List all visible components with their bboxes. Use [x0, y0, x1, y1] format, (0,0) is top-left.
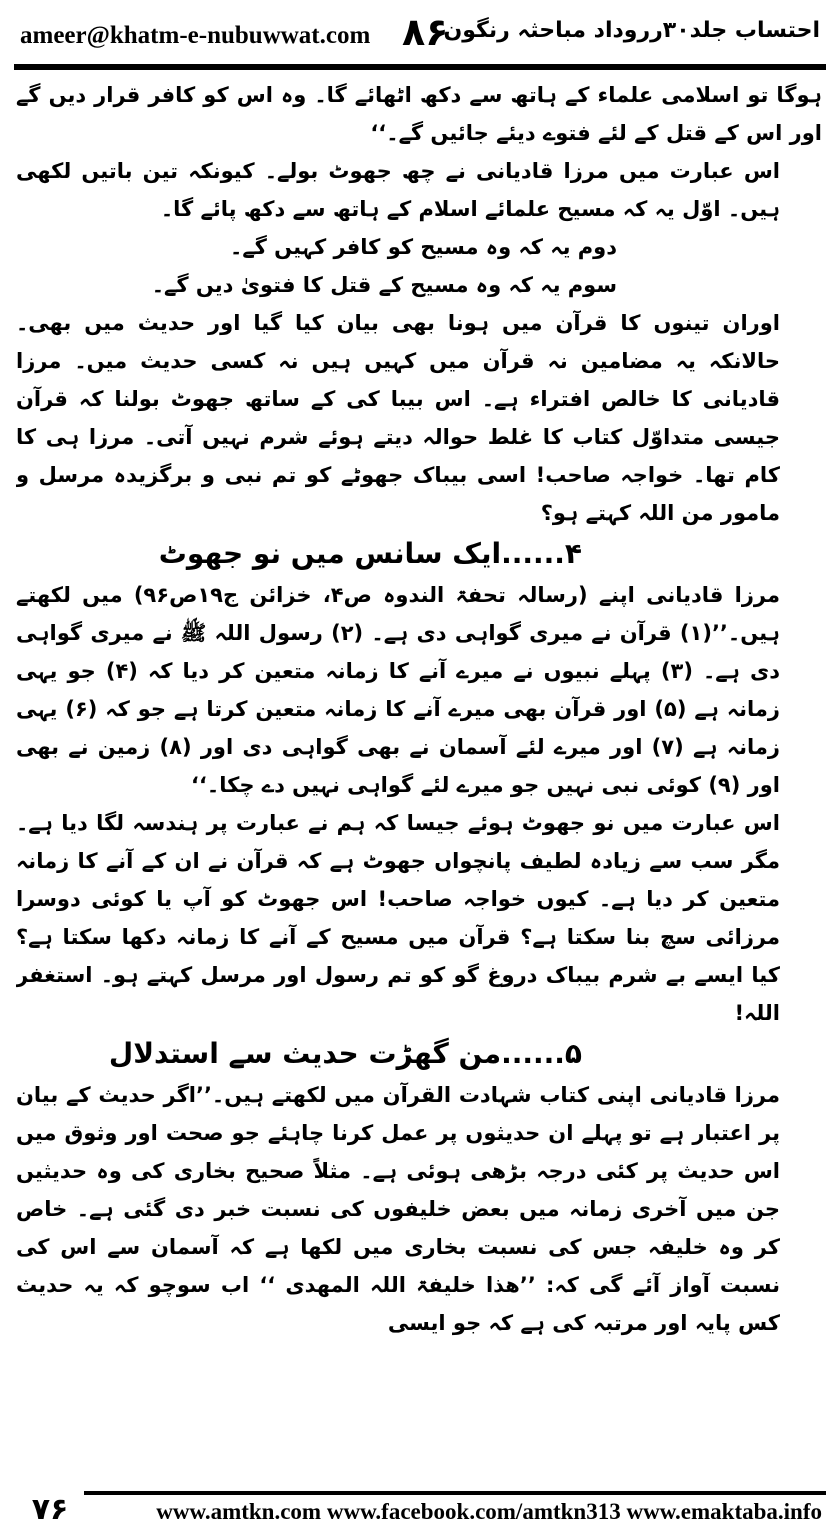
page-header: [14, 6, 826, 64]
paragraph-2: اس عبارت میں مرزا قادیانی نے چھ جھوٹ بولے۔ کیونکہ تین باتیں لکھی ہیں۔ اوّل یہ کہ مسیح علمائے اسلام کے ہاتھ سے دکھ پائے گا۔: [16, 159, 780, 221]
page-footer: [14, 1487, 826, 1533]
page-body: [16, 76, 822, 1481]
section-heading-4: ۴......ایک سانس میں نو جھوٹ: [158, 537, 582, 570]
paragraph-1: ہوگا تو اسلامی علماء کے ہاتھ سے دکھ اٹھائے گا۔ وہ اس کو کافر قرار دیں گے اور اس کے قتل کے لئے فتوے دیئے جائیں گے۔‘‘: [16, 83, 822, 145]
header-rule: [14, 64, 826, 70]
header-book-title: احتساب جلد۳۰رروداد مباحثہ رنگون: [443, 18, 820, 43]
header-page-number: ۸۶: [402, 10, 449, 54]
paragraph-7: اس عبارت میں نو جھوٹ ہوئے جیسا کہ ہم نے عبارت پر ہندسہ لگا دیا ہے۔ مگر سب سے زیادہ لطیف پانچواں جھوٹ ہے کہ قرآن نے ان کے آنے کا زمانہ متعین کر دیا ہے۔ کیوں خواجہ صاحب! اس جھوٹ کو آپ یا کوئی دوسرا مرزائی سچ بنا سکتا ہے؟ قرآن میں مسیح کے آنے کا زمانہ دکھا سکتا ہے؟ کیا ایسے بے شرم بیباک دروغ گو کو تم رسول اور مرسل کہتے ہو۔ استغفر اللہ!: [16, 811, 780, 1025]
paragraph-4: سوم یہ کہ وہ مسیح کے قتل کا فتویٰ دیں گے۔: [151, 273, 617, 297]
paragraph-6: مرزا قادیانی اپنے (رسالہ تحفۃ الندوہ ص۴، خزائن ج۱۹ص۹۶) میں لکھتے ہیں۔’’(۱) قرآن نے میری گواہی دی ہے۔ (۲) رسول اللہ ﷺ نے میری گواہی دی ہے۔ (۳) پہلے نبیوں نے میرے آنے کا زمانہ متعین کر دیا کہ (۴) جو یہی زمانہ ہے (۵) اور قرآن بھی میرے آنے کا زمانہ متعین کرتا ہے جو کہ (۶) یہی زمانہ ہے (۷) اور میرے لئے آسمان نے بھی گواہی دی اور (۸) زمین نے بھی اور (۹) کوئی نبی نہیں جو میرے لئے گواہی نہیں دے چکا۔‘‘: [16, 583, 780, 797]
footer-links: www.amtkn.com www.facebook.com/amtkn313 www.emaktaba.info: [156, 1499, 822, 1524]
paragraph-3: دوم یہ کہ وہ مسیح کو کافر کہیں گے۔: [230, 235, 617, 259]
header-email: ameer@khatm-e-nubuwwat.com: [20, 22, 371, 49]
footer-page-number: ۷۶: [31, 1491, 69, 1527]
paragraph-8: مرزا قادیانی اپنی کتاب شہادت القرآن میں لکھتے ہیں۔’’اگر حدیث کے بیان پر اعتبار ہے تو پہلے ان حدیثوں پر عمل کرنا چاہئے جو صحت اور وثوق میں اس حدیث پر کئی درجہ بڑھی ہوئی ہے۔ مثلاً صحیح بخاری کی وہ حدیثیں جن میں آخری زمانہ میں بعض خلیفوں کی نسبت خبر دی گئی ہے۔ خاص کر وہ خلیفہ جس کی نسبت بخاری میں لکھا ہے کہ آسمان سے اس کی نسبت آواز آئے گی کہ: ’’ھذا خلیفۃ اللہ المھدی ‘‘ اب سوچو کہ یہ حدیث کس پایہ اور مرتبہ کی ہے کہ جو ایسی: [16, 1083, 780, 1335]
paragraph-5: اوران تینوں کا قرآن میں ہونا بھی بیان کیا گیا اور حدیث میں بھی۔ حالانکہ یہ مضامین نہ قرآن میں کہیں ہیں نہ کسی حدیث میں۔ مرزا قادیانی کا خالص افتراء ہے۔ اس بیبا کی کے ساتھ جھوٹ بولنا کہ قرآن جیسی متداوّل کتاب کا غلط حوالہ دیتے ہوئے شرم نہیں آتی۔ مرزا ہی کا کام تھا۔ خواجہ صاحب! اسی بیباک جھوٹے کو تم نبی و برگزیدہ مرسل و مامور من اللہ کہتے ہو؟: [16, 311, 780, 525]
section-heading-5: ۵......من گھڑت حدیث سے استدلال: [108, 1037, 582, 1070]
footer-rule: [84, 1491, 826, 1495]
